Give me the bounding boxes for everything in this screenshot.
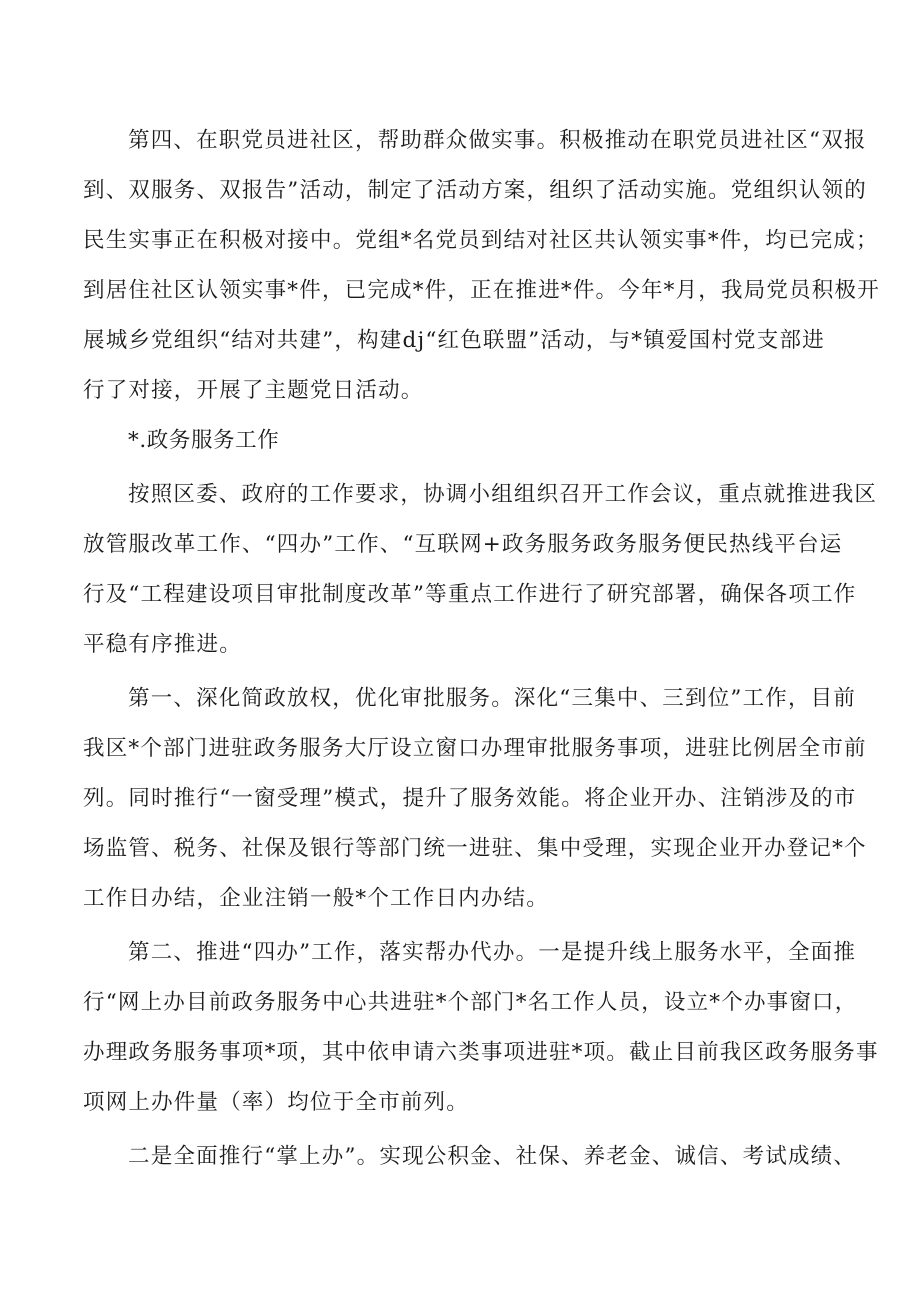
paragraph-line: 第一、深化简政放权，优化审批服务。深化“三集中、三到位”工作，目前 [128,686,857,711]
paragraph-line: 场监管、税务、社保及银行等部门统一进驻、集中受理，实现企业开办登记*个 [83,836,867,861]
paragraph-line: 展城乡党组织“结对共建”，构建dj“红色联盟”活动，与*镇爱国村党支部进 [83,328,825,353]
paragraph-line: 第四、在职党员进社区，帮助群众做实事。积极推动在职党员进社区“双报 [128,128,867,153]
paragraph-line: 第二、推进“四办”工作，落实帮办代办。一是提升线上服务水平，全面推 [128,940,857,965]
paragraph-line: 项网上办件量（率）均位于全市前列。 [83,1090,469,1115]
paragraph-line: 行了对接，开展了主题党日活动。 [83,378,424,403]
paragraph-line: 列。同时推行“一窗受理”模式，提升了服务效能。将企业开办、注销涉及的市 [83,786,857,811]
paragraph-line: 我区*个部门进驻政务服务大厅设立窗口办理审批服务事项，进驻比例居全市前 [83,736,867,761]
paragraph-line: 放管服改革工作、“四办”工作、“互联网+政务服务政务服务便民热线平台运 [83,532,843,557]
paragraph-line: 办理政务服务事项*项，其中依申请六类事项进驻*项。截止目前我区政务服务事 [83,1040,879,1065]
paragraph-line: 到居住社区认领实事*件，已完成*件，正在推进*件。今年*月，我局党员积极开 [83,278,880,303]
paragraph-line: 二是全面推行“掌上办”。实现公积金、社保、养老金、诚信、考试成绩、 [128,1144,857,1169]
paragraph-line: 民生实事正在积极对接中。党组*名党员到结对社区共认领实事*件，均已完成； [83,228,879,253]
paragraph-line: 行及“工程建设项目审批制度改革”等重点工作进行了研究部署，确保各项工作 [83,582,857,607]
paragraph-line: 工作日办结，企业注销一般*个工作日内办结。 [83,886,549,911]
section-heading: *.政务服务工作 [128,428,280,453]
paragraph-line: 到、双服务、双报告”活动，制定了活动方案，组织了活动实施。党组织认领的 [83,178,867,203]
paragraph-line: 行“网上办目前政务服务中心共进驻*个部门*名工作人员，设立*个办事窗口， [83,990,858,1015]
paragraph-line: 按照区委、政府的工作要求，协调小组组织召开工作会议，重点就推进我区 [128,482,878,507]
paragraph-line: 平稳有序推进。 [83,632,242,657]
